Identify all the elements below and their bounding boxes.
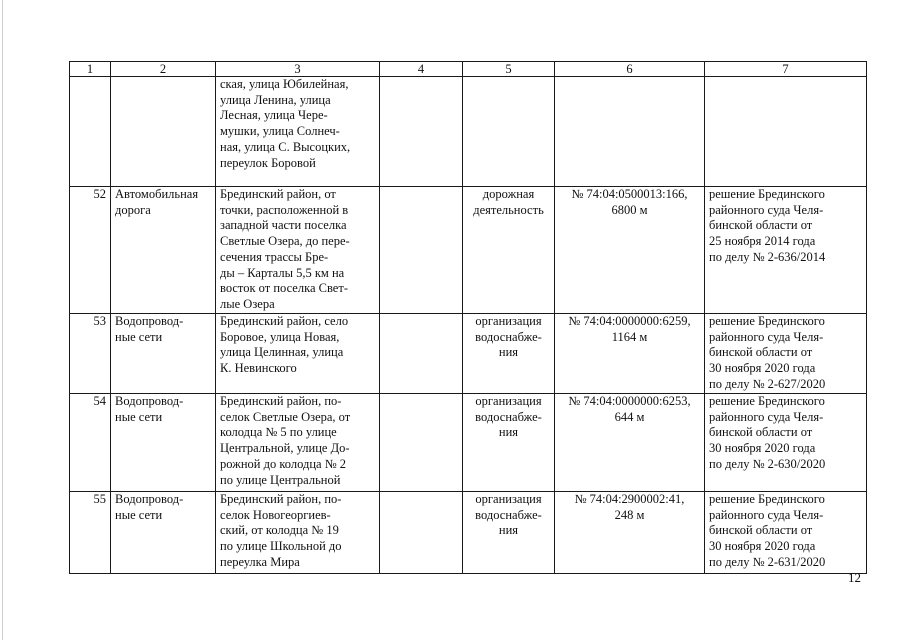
- page-edge-line: [2, 0, 3, 640]
- page-number: 12: [848, 570, 861, 585]
- object-name: [111, 77, 216, 187]
- legal-basis: решение Брединского районного суда Челя- бинской области от 30 ноября 2020 года по делу № 2-627/2020: [705, 314, 867, 394]
- table-row: [70, 394, 867, 492]
- legal-basis: решение Брединского районного суда Челя- бинской области от 25 ноября 2014 года по делу № 2-636/2014: [705, 187, 867, 314]
- object-purpose: организация водоснабже- ния: [463, 492, 555, 574]
- object-location: Брединский район, от точки, расположенной в западной части поселка Светлые Озера, до пере- сечения трассы Бре- ды – Карталы 5,5 км на восток от поселка Свет- лые Озера: [216, 187, 380, 314]
- table-row: [70, 77, 867, 187]
- object-location: Брединский район, по- селок Светлые Озера, от колодца № 5 по улице Центральной, улице До- рожной до колодца № 2 по улице Центральной: [216, 394, 380, 492]
- column-header: 1: [70, 62, 111, 77]
- object-name: Автомобильная дорога: [111, 187, 216, 314]
- cadastral-number: № 74:04:0000000:6259, 1164 м: [555, 314, 705, 394]
- row-number: 53: [70, 314, 111, 394]
- object-location: Брединский район, по- селок Новогеоргиев- ский, от колодца № 19 по улице Школьной до переулка Мира: [216, 492, 380, 574]
- column-header: 6: [555, 62, 705, 77]
- table-row: [70, 187, 867, 314]
- table-row: [70, 314, 867, 394]
- column-header: 7: [705, 62, 867, 77]
- object-purpose: организация водоснабже- ния: [463, 314, 555, 394]
- object-purpose: организация водоснабже- ния: [463, 394, 555, 492]
- row-number: [70, 77, 111, 187]
- legal-basis: решение Брединского районного суда Челя- бинской области от 30 ноября 2020 года по делу № 2-630/2020: [705, 394, 867, 492]
- cadastral-number: № 74:04:2900002:41, 248 м: [555, 492, 705, 574]
- column-4-cell: [380, 77, 463, 187]
- object-name: Водопровод- ные сети: [111, 314, 216, 394]
- column-header: 5: [463, 62, 555, 77]
- legal-basis: [705, 77, 867, 187]
- row-number: 54: [70, 394, 111, 492]
- column-4-cell: [380, 187, 463, 314]
- object-purpose: [463, 77, 555, 187]
- column-header: 2: [111, 62, 216, 77]
- column-4-cell: [380, 394, 463, 492]
- row-number: 55: [70, 492, 111, 574]
- object-name: Водопровод- ные сети: [111, 492, 216, 574]
- column-header: 4: [380, 62, 463, 77]
- object-location: ская, улица Юбилейная, улица Ленина, улица Лесная, улица Чере- мушки, улица Солнеч- ная, улица С. Высоцких, переулок Боровой: [216, 77, 380, 187]
- column-4-cell: [380, 314, 463, 394]
- object-location: Брединский район, село Боровое, улица Новая, улица Целинная, улица К. Невинского: [216, 314, 380, 394]
- object-purpose: дорожная деятельность: [463, 187, 555, 314]
- registry-table: [69, 61, 867, 574]
- cadastral-number: № 74:04:0000000:6253, 644 м: [555, 394, 705, 492]
- table-row: [70, 492, 867, 574]
- row-number: 52: [70, 187, 111, 314]
- legal-basis: решение Брединского районного суда Челя- бинской области от 30 ноября 2020 года по делу № 2-631/2020: [705, 492, 867, 574]
- header-row: [70, 62, 867, 77]
- cadastral-number: № 74:04:0500013:166, 6800 м: [555, 187, 705, 314]
- column-header: 3: [216, 62, 380, 77]
- object-name: Водопровод- ные сети: [111, 394, 216, 492]
- cadastral-number: [555, 77, 705, 187]
- column-4-cell: [380, 492, 463, 574]
